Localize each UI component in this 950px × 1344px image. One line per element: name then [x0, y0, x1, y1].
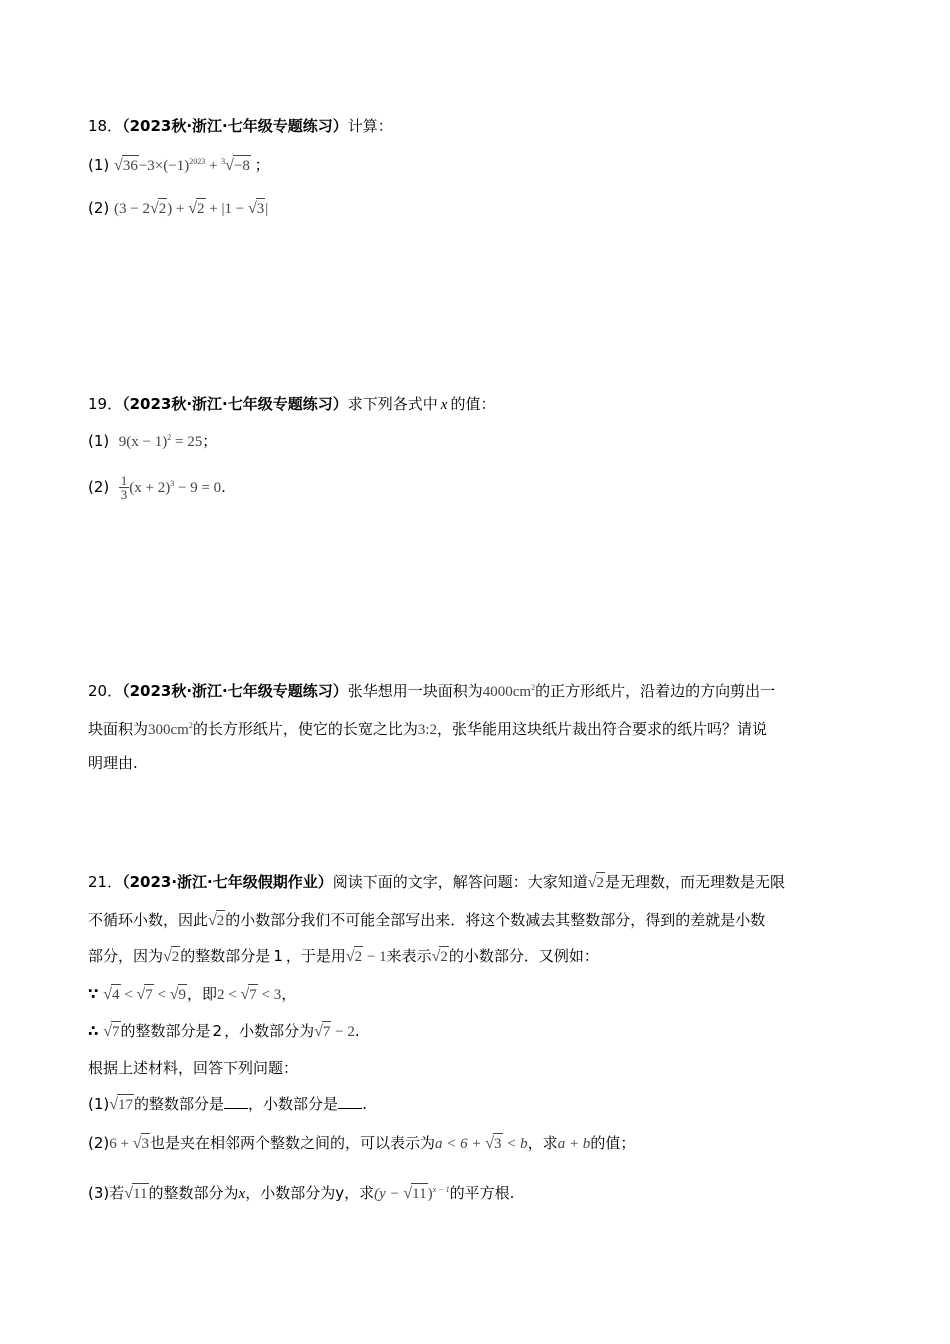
q20-text-2: 的正方形纸片，沿着边的方向剪出一	[535, 682, 776, 700]
q21-two: 2	[212, 1022, 223, 1040]
q21-line6	[88, 1058, 298, 1078]
q21-p1-label: (1)	[88, 1095, 110, 1113]
q19-part2	[88, 474, 226, 501]
therefore-symbol: ∴	[88, 1022, 99, 1040]
q21-source: （2023·浙江·七年级假期作业）	[122, 873, 333, 891]
q18-part1	[88, 152, 270, 176]
q18-number: 18．	[88, 117, 123, 135]
q18-title	[88, 116, 393, 136]
q21-p1-text-a: 的整数部分是	[134, 1095, 225, 1113]
q21-p3-text-b: 的整数部分为	[148, 1184, 239, 1202]
q21-part1	[88, 1094, 367, 1115]
q21-sqrt2-b: √2	[208, 912, 225, 929]
q21-p3-text-d: ，求	[344, 1184, 375, 1202]
q21-var-y: y	[335, 1184, 345, 1202]
q20-number: 20．	[88, 682, 123, 700]
q19-p2-fraction: $\frac{1}{3}$	[120, 473, 128, 502]
q21-power-expr: $(y - √11)^{x - 1}$	[374, 1185, 450, 1202]
q20-text-4: 的长方形纸片，使它的长宽之比为	[192, 720, 418, 738]
q19-p1-label: (1)	[88, 432, 110, 450]
q18-p2-expression: (3 − 2√2) + √2 + |1 − √3|	[114, 200, 269, 217]
q20-source: （2023秋·浙江·七年级专题练习）	[122, 682, 348, 700]
q21-line1	[88, 872, 785, 893]
q19-var-x: x	[440, 397, 448, 413]
q21-one: 1	[273, 947, 283, 965]
answer-blank-1[interactable]	[224, 1108, 248, 1109]
q19-prompt-a: 求下列各式中	[347, 395, 438, 413]
q19-source: （2023秋·浙江·七年级专题练习）	[122, 395, 348, 413]
q20-text-6: 明理由.	[88, 754, 138, 772]
q21-sqrt7-minus2: √7 − 2	[314, 1023, 355, 1040]
q21-sqrt2-d: √2	[431, 948, 448, 965]
q18-prompt: 计算：	[347, 117, 393, 135]
q21-p2-label: (2)	[88, 1134, 110, 1152]
q21-text-3e: 的小数部分．又例如：	[448, 947, 599, 965]
q21-text-3d: 来表示	[386, 947, 432, 965]
q21-var-x: x	[238, 1186, 246, 1202]
q21-sqrt2-minus1: √2 − 1	[345, 948, 387, 965]
q21-text-2b: 的小数部分我们不可能全部写出来．将这个数减去其整数部分，得到的差就是小数	[225, 911, 766, 929]
q20-area1: $4000cm^2$	[482, 683, 536, 700]
q21-line4	[88, 984, 296, 1005]
q20-text-3: 块面积为	[88, 720, 149, 738]
q19-number: 19．	[88, 395, 123, 413]
q21-p2-text-c: 的值；	[590, 1134, 636, 1152]
q20-text-5: ，张华能用这块纸片裁出符合要求的纸片吗？请说	[437, 720, 768, 738]
q18-p1-end: ；	[254, 156, 270, 174]
q19-p2-label: (2)	[88, 478, 110, 496]
q20-text-1: 张华想用一块面积为	[347, 682, 483, 700]
q19-title	[88, 394, 495, 415]
q20-line1	[88, 678, 775, 702]
q21-part2	[88, 1133, 635, 1154]
q19-prompt-b: 的值：	[450, 395, 496, 413]
q21-p3-text-e: 的平方根.	[449, 1184, 515, 1202]
answer-blank-2[interactable]	[338, 1108, 362, 1109]
q21-text-3a: 部分，因为	[88, 947, 164, 965]
sqrt3-a: 3	[141, 1133, 151, 1154]
q21-ineq-ab: a < 6 + √3 < b	[435, 1135, 528, 1152]
q21-ineq-1: √4 < √7 < √9	[103, 986, 186, 1003]
q21-text-4b: ，即	[187, 985, 218, 1003]
q21-line5	[88, 1021, 360, 1042]
q21-text-3b: 的整数部分是	[180, 947, 271, 965]
q19-p1-end: ；	[202, 432, 218, 450]
q21-text-1b: 是无理数，而无理数是无限	[605, 873, 786, 891]
q18-part2	[88, 198, 268, 219]
q21-p2-text-a: 也是夹在相邻两个整数之间的，可以表示为	[150, 1134, 436, 1152]
q20-line2	[88, 716, 767, 740]
q21-six-plus-sqrt3: 6 + √3	[109, 1135, 149, 1152]
q21-p3-text-c: ，小数部分为	[245, 1184, 336, 1202]
q21-line3	[88, 946, 599, 967]
q20-area2: $300cm^2$	[148, 721, 193, 738]
q20-ratio: 3:2	[417, 722, 438, 738]
q21-text-4c: ，	[281, 985, 297, 1003]
q21-line2	[88, 910, 765, 931]
because-symbol: ∵	[88, 985, 99, 1003]
q19-p2-end: .	[221, 478, 226, 496]
q18-source: （2023秋·浙江·七年级专题练习）	[122, 117, 348, 135]
q18-p1-label: (1)	[88, 156, 110, 174]
q21-text-3c: ，于是用	[285, 947, 346, 965]
q20-line3	[88, 753, 138, 773]
q21-sqrt7: √7	[103, 1023, 120, 1040]
q21-p2-text-b: ，求	[527, 1134, 558, 1152]
q21-text-5b: ，小数部分为	[224, 1022, 315, 1040]
q21-p3-label: (3)	[88, 1184, 110, 1202]
q18-p2-label: (2)	[88, 199, 110, 217]
q21-number: 21．	[88, 873, 123, 891]
q19-p1-expression: $9(x - 1)^2 = 25$	[118, 433, 203, 450]
q21-text-1a: 阅读下面的文字，解答问题：大家知道	[332, 873, 588, 891]
q21-sqrt17: √17	[109, 1096, 134, 1113]
q21-sqrt2-a: √2	[587, 874, 605, 891]
q21-p1-text-c: .	[362, 1095, 367, 1113]
q21-text-5a: 的整数部分是	[120, 1022, 211, 1040]
q21-a-plus-b: a + b	[557, 1136, 591, 1152]
q21-p3-text-a: 若	[109, 1184, 125, 1202]
q21-sqrt2-c: √2	[163, 948, 180, 965]
q21-sqrt11-a: √11	[124, 1185, 148, 1202]
q21-ineq-2: 2 < √7 < 3	[217, 986, 282, 1003]
q19-part1	[88, 428, 217, 452]
q21-text-6: 根据上述材料，回答下列问题：	[88, 1059, 299, 1077]
q18-p1-expression: $√36-3\times(-1)^{2023} + ^3√-8$	[114, 157, 250, 174]
q21-text-2a: 不循环小数，因此	[88, 911, 209, 929]
q21-text-5c: .	[354, 1022, 360, 1040]
q19-p2-expression: $(x + 2)^3 - 9 = 0$	[129, 479, 222, 496]
q21-part3	[88, 1180, 514, 1204]
q21-p1-text-b: ，小数部分是	[248, 1095, 339, 1113]
